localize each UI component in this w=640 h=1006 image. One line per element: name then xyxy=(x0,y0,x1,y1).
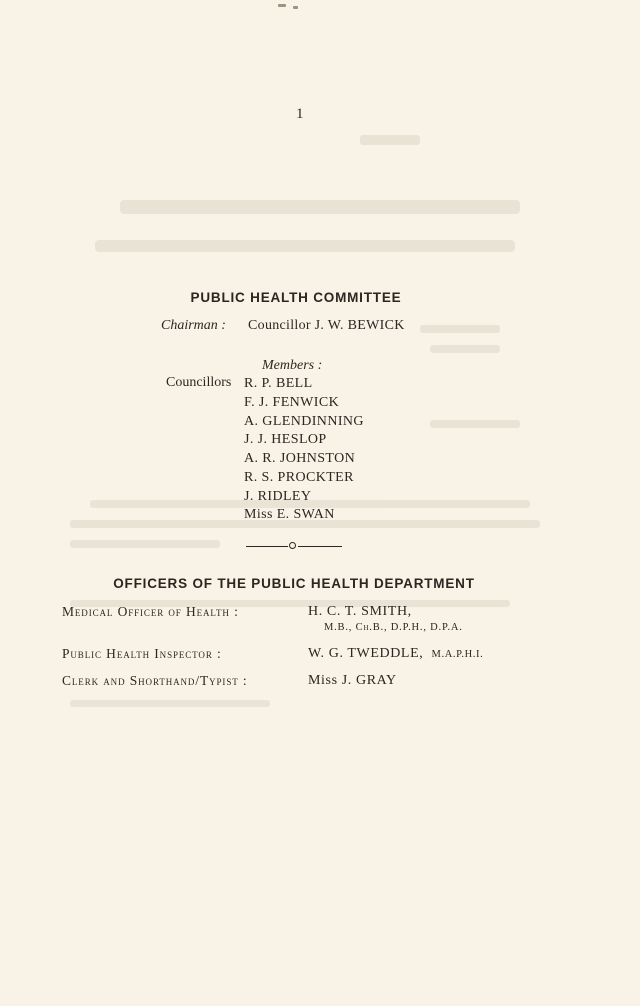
officer-name: W. G. TWEDDLE, xyxy=(308,646,424,661)
officer-title: Medical Officer of Health : xyxy=(62,604,239,619)
councillors-label: Councillors xyxy=(166,375,232,390)
officer-name: Miss J. GRAY xyxy=(308,673,397,688)
officer-qualifications: M.A.P.H.I. xyxy=(431,649,484,660)
officer-qualifications: M.B., Ch.B., D.P.H., D.P.A. xyxy=(324,622,463,633)
page-number: 1 xyxy=(296,106,304,122)
member-item: F. J. FENWICK xyxy=(244,394,340,410)
officers-heading: OFFICERS OF THE PUBLIC HEALTH DEPARTMENT xyxy=(113,576,475,591)
officer-name-with-qualifications xyxy=(308,646,483,662)
section-divider xyxy=(246,540,342,552)
members-label: Members : xyxy=(262,358,323,373)
member-list xyxy=(244,375,364,525)
member-item: A. R. JOHNSTON xyxy=(244,451,356,466)
committee-heading: PUBLIC HEALTH COMMITTEE xyxy=(190,290,402,305)
divider-ornament-icon xyxy=(289,542,296,549)
member-item: R. P. BELL xyxy=(244,376,313,391)
officer-title: Public Health Inspector : xyxy=(62,646,222,661)
divider-line-right xyxy=(298,546,342,547)
member-item: J. RIDLEY xyxy=(244,488,312,504)
officer-title: Clerk and Shorthand/Typist : xyxy=(62,673,248,688)
member-item: A. GLENDINNING xyxy=(244,413,364,429)
member-item: J. J. HESLOP xyxy=(244,432,327,448)
member-item: Miss E. SWAN xyxy=(244,507,335,523)
member-item: R. S. PROCKTER xyxy=(244,469,354,485)
divider-line-left xyxy=(246,546,288,547)
officer-name: H. C. T. SMITH, xyxy=(308,604,412,619)
chairman-name: Councillor J. W. BEWICK xyxy=(248,318,405,333)
chairman-label: Chairman : xyxy=(161,318,226,333)
